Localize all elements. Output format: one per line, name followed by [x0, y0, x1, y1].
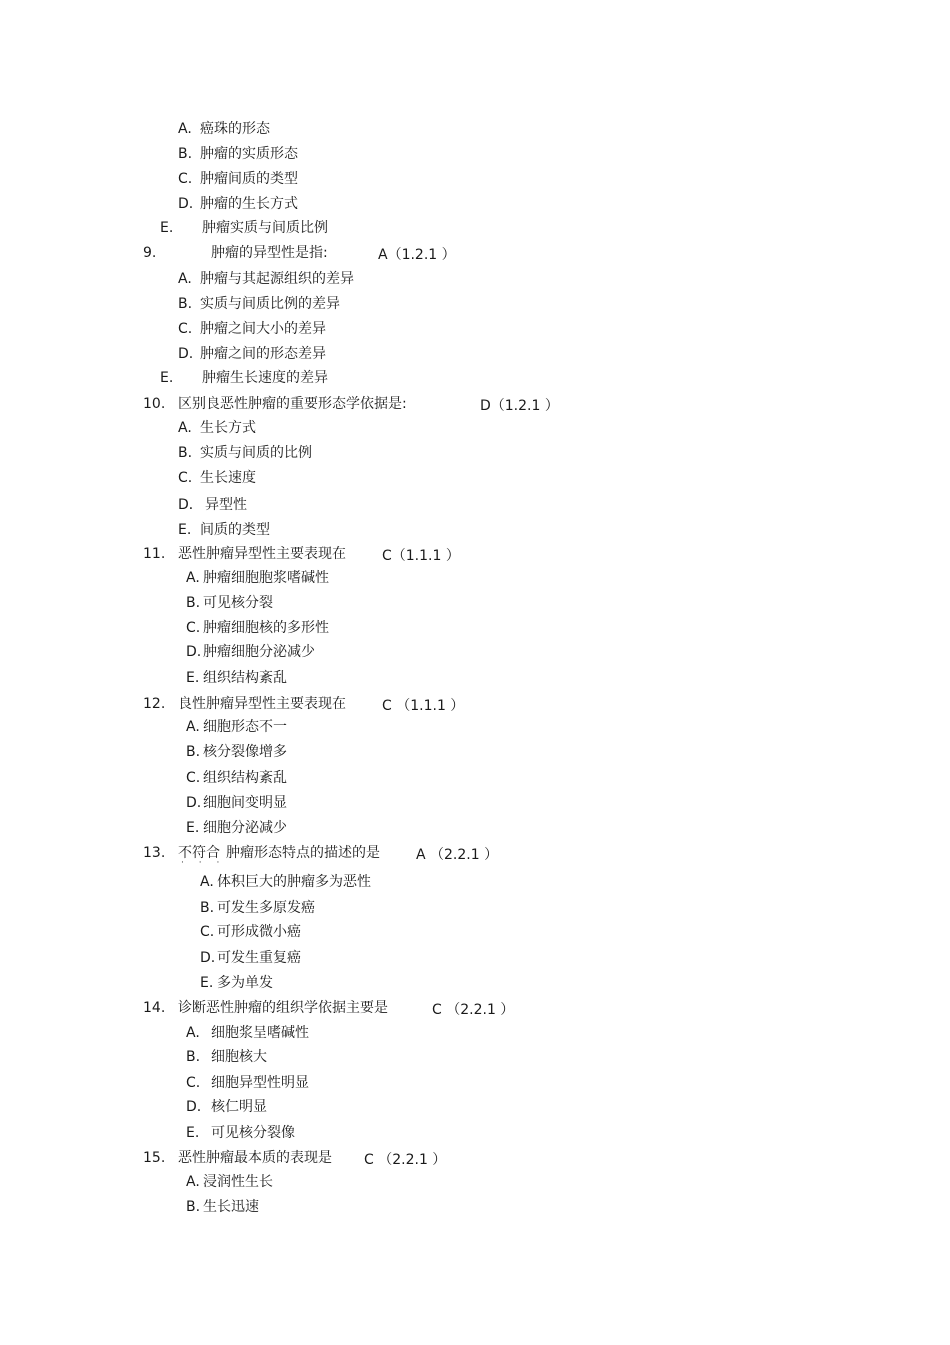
option-c: C. 肿瘤之间大小的差异 — [178, 321, 326, 337]
question-14-stem: 14. 诊断恶性肿瘤的组织学依据主要是 — [143, 1000, 388, 1016]
option-c: C. 组织结构紊乱 — [186, 770, 287, 786]
option-c: C. 细胞异型性明显 — [186, 1075, 309, 1091]
question-15-answer: C （2.2.1 ） — [364, 1152, 447, 1168]
question-12-answer: C （1.1.1 ） — [382, 698, 465, 714]
question-13-answer: A （2.2.1 ） — [416, 847, 499, 863]
option-b: B. 细胞核大 — [186, 1049, 267, 1065]
question-13-stem: 13. 不符合 肿瘤形态特点的描述的是 — [143, 845, 380, 861]
option-a: A. 体积巨大的肿瘤多为恶性 — [200, 874, 371, 890]
option-d: D. 肿瘤的生长方式 — [178, 196, 298, 212]
option-a: A. 细胞形态不一 — [186, 719, 287, 735]
option-d: D. 可发生重复癌 — [200, 950, 301, 966]
option-a: A. 肿瘤细胞胞浆嗜碱性 — [186, 570, 329, 586]
option-e: E. 多为单发 — [200, 975, 273, 991]
question-11-answer: C（1.1.1 ） — [382, 548, 460, 564]
option-d: D． 异型性 — [178, 497, 247, 513]
option-c: C. 可形成微小癌 — [200, 924, 301, 940]
option-d: D. 细胞间变明显 — [186, 795, 287, 811]
option-c: C. 生长速度 — [178, 470, 256, 486]
option-a: A. 浸润性生长 — [186, 1174, 273, 1190]
question-9-stem: 9. 肿瘤的异型性是指: — [143, 245, 328, 261]
option-c: C. 肿瘤细胞核的多形性 — [186, 620, 329, 636]
option-e: E. 肿瘤实质与间质比例 — [160, 220, 328, 236]
option-d: D. 肿瘤之间的形态差异 — [178, 346, 326, 362]
option-e: E. 组织结构紊乱 — [186, 670, 287, 686]
option-d: D. 核仁明显 — [186, 1099, 267, 1115]
option-b: B. 实质与间质比例的差异 — [178, 296, 340, 312]
option-b: B. 实质与间质的比例 — [178, 445, 312, 461]
emphasis-text: 不符合 — [178, 845, 220, 861]
question-10-stem: 10. 区别良恶性肿瘤的重要形态学依据是: — [143, 396, 407, 412]
question-14-answer: C （2.2.1 ） — [432, 1002, 515, 1018]
question-12-stem: 12. 良性肿瘤异型性主要表现在 — [143, 696, 346, 712]
question-10-answer: D（1.2.1 ） — [480, 398, 559, 414]
option-c: C. 肿瘤间质的类型 — [178, 171, 298, 187]
option-b: B. 可发生多原发癌 — [200, 900, 315, 916]
option-b: B. 核分裂像增多 — [186, 744, 287, 760]
option-e: E. 细胞分泌减少 — [186, 820, 287, 836]
option-d: D. 肿瘤细胞分泌减少 — [186, 644, 315, 660]
option-a: A. 细胞浆呈嗜碱性 — [186, 1025, 309, 1041]
option-e: E. 间质的类型 — [178, 522, 270, 538]
option-b: B. 可见核分裂 — [186, 595, 273, 611]
option-a: A. 癌珠的形态 — [178, 121, 270, 137]
question-9-answer: A（1.2.1 ） — [378, 247, 456, 263]
option-e: E. 肿瘤生长速度的差异 — [160, 370, 328, 386]
question-15-stem: 15. 恶性肿瘤最本质的表现是 — [143, 1150, 332, 1166]
option-b: B. 肿瘤的实质形态 — [178, 146, 298, 162]
question-11-stem: 11. 恶性肿瘤异型性主要表现在 — [143, 546, 346, 562]
option-e: E. 可见核分裂像 — [186, 1125, 295, 1141]
option-b: B. 生长迅速 — [186, 1199, 259, 1215]
option-a: A. 肿瘤与其起源组织的差异 — [178, 271, 354, 287]
emphasis-dots: · · · — [181, 858, 226, 868]
option-a: A. 生长方式 — [178, 420, 256, 436]
